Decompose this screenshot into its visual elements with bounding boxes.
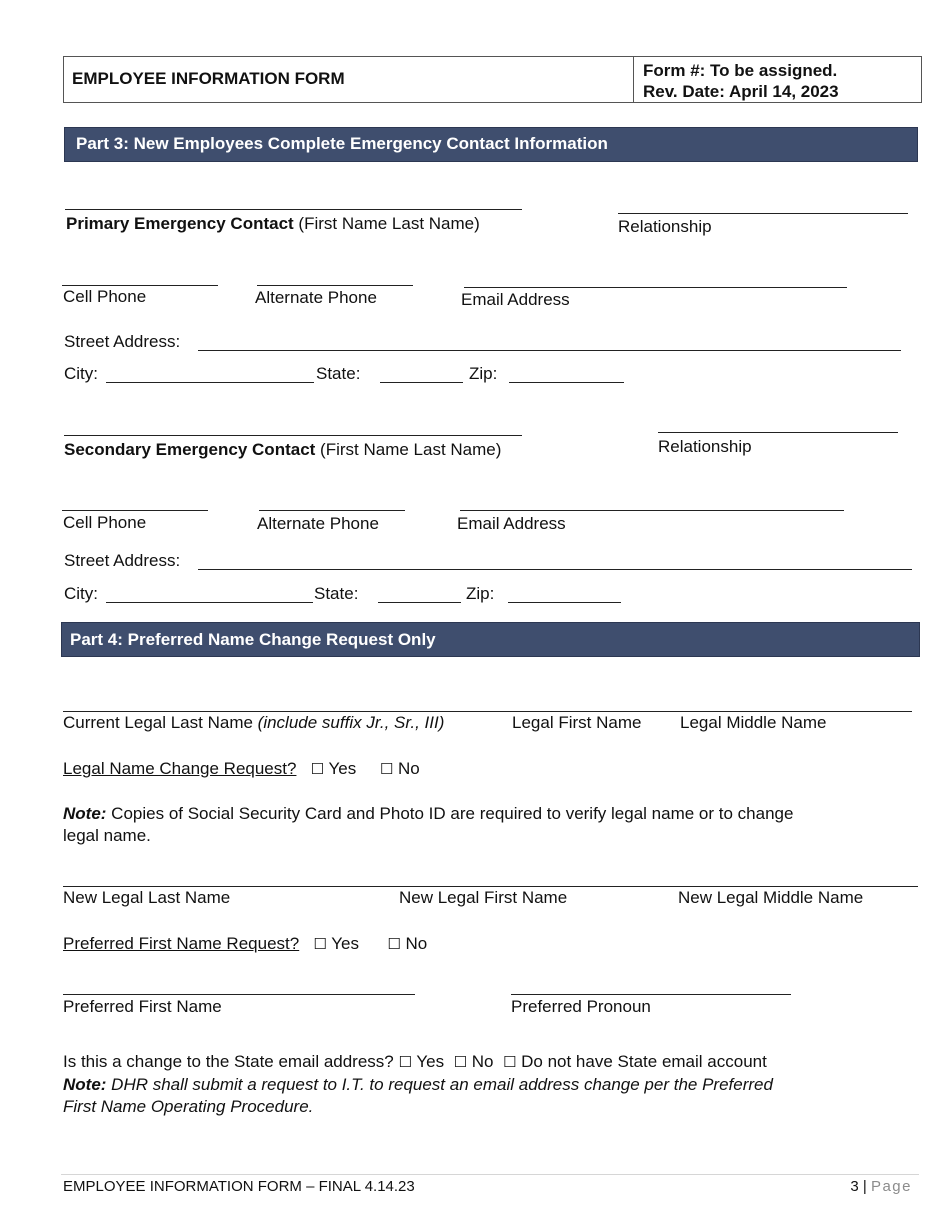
secondary-email-field[interactable] — [460, 510, 844, 511]
ssn-note-text: Copies of Social Security Card and Photo ID are required to verify legal name or to change — [106, 804, 794, 823]
email-change-yes-checkbox[interactable]: ☐ — [398, 1053, 412, 1071]
legal-middle-label: Legal Middle Name — [680, 713, 827, 732]
primary-cell-phone-field[interactable] — [62, 285, 218, 286]
preferred-request-yes-label: Yes — [331, 934, 359, 953]
primary-relationship-label: Relationship — [618, 217, 712, 236]
dhr-note-text: DHR shall submit a request to I.T. to request an email address change per the Preferred — [106, 1075, 773, 1094]
page-word: Page — [870, 1178, 912, 1195]
part4-heading — [61, 622, 920, 657]
primary-zip-label: Zip: — [469, 364, 498, 383]
primary-alt-phone-field[interactable] — [257, 285, 413, 286]
legal-first-label: Legal First Name — [512, 713, 642, 732]
legal-change-no-checkbox[interactable]: ☐ — [379, 760, 394, 778]
ssn-note-text-2: legal name. — [63, 826, 151, 845]
no-state-email-checkbox[interactable]: ☐ — [502, 1053, 517, 1071]
secondary-cell-phone-field[interactable] — [62, 510, 208, 511]
dhr-note — [63, 1074, 773, 1118]
footer-page — [850, 1178, 912, 1195]
secondary-zip-label: Zip: — [466, 584, 495, 603]
secondary-relationship-label: Relationship — [658, 437, 752, 456]
secondary-alt-phone-field[interactable] — [259, 510, 405, 511]
secondary-alt-phone-label: Alternate Phone — [257, 514, 379, 533]
primary-street-field[interactable] — [198, 350, 901, 351]
ssn-note — [63, 803, 793, 847]
page-separator: | — [858, 1178, 871, 1195]
primary-state-field[interactable] — [380, 382, 463, 383]
secondary-relationship-field[interactable] — [658, 432, 898, 433]
primary-city-field[interactable] — [106, 382, 314, 383]
legal-change-no-label: No — [398, 759, 420, 778]
current-legal-last-label: Current Legal Last Name (include suffix Jr., Sr., III) — [63, 713, 445, 732]
ssn-note-label: Note: — [63, 804, 107, 823]
secondary-cell-phone-label: Cell Phone — [63, 513, 147, 532]
page-number: 3 — [850, 1178, 859, 1195]
preferred-pronoun-label: Preferred Pronoun — [511, 997, 651, 1016]
footer-title: EMPLOYEE INFORMATION FORM – FINAL 4.14.23 — [63, 1178, 415, 1195]
dhr-note-label: Note: — [63, 1075, 107, 1094]
form-number: Form #: To be assigned. — [643, 61, 838, 80]
primary-contact-name-field[interactable] — [65, 209, 522, 210]
preferred-request-row — [63, 934, 427, 954]
primary-email-label: Email Address — [461, 290, 570, 309]
preferred-first-name-label: Preferred First Name — [63, 997, 222, 1016]
email-change-yes-label: Yes — [416, 1052, 445, 1071]
preferred-request-no-checkbox[interactable]: ☐ — [387, 935, 401, 953]
email-change-no-label: No — [471, 1052, 494, 1071]
primary-zip-field[interactable] — [509, 382, 624, 383]
primary-relationship-field[interactable] — [618, 213, 908, 214]
email-change-no-checkbox[interactable]: ☐ — [453, 1053, 468, 1071]
preferred-request-no-label: No — [405, 934, 428, 953]
legal-change-row — [63, 759, 420, 779]
secondary-state-field[interactable] — [378, 602, 461, 603]
current-legal-name-field[interactable] — [63, 711, 912, 712]
primary-email-field[interactable] — [464, 287, 847, 288]
new-legal-name-field[interactable] — [63, 886, 918, 887]
part3-heading — [64, 127, 918, 162]
header-divider — [633, 56, 634, 103]
form-meta — [643, 60, 839, 102]
primary-city-label: City: — [64, 364, 98, 383]
footer-rule — [61, 1174, 919, 1175]
primary-contact-label: Primary Emergency Contact (First Name Last Name) — [66, 214, 480, 233]
secondary-state-label: State: — [314, 584, 359, 603]
secondary-street-field[interactable] — [198, 569, 912, 570]
part3-heading-text: Part 3: New Employees Complete Emergency Contact Information — [76, 134, 608, 153]
secondary-contact-label: Secondary Emergency Contact (First Name Last Name) — [64, 440, 502, 459]
secondary-email-label: Email Address — [457, 514, 566, 533]
new-legal-middle-label: New Legal Middle Name — [678, 888, 864, 907]
rev-date: Rev. Date: April 14, 2023 — [643, 82, 839, 101]
part4-heading-text: Part 4: Preferred Name Change Request Only — [70, 630, 436, 649]
primary-street-label: Street Address: — [64, 332, 181, 351]
secondary-zip-field[interactable] — [508, 602, 621, 603]
preferred-request-yes-checkbox[interactable]: ☐ — [313, 935, 327, 953]
no-state-email-label: Do not have State email account — [521, 1052, 767, 1071]
form-title: EMPLOYEE INFORMATION FORM — [72, 69, 345, 88]
preferred-request-question: Preferred First Name Request? — [63, 934, 300, 953]
secondary-street-label: Street Address: — [64, 551, 181, 570]
secondary-city-field[interactable] — [106, 602, 313, 603]
legal-change-yes-label: Yes — [328, 759, 357, 778]
new-legal-last-label: New Legal Last Name — [63, 888, 231, 907]
secondary-contact-name-field[interactable] — [64, 435, 522, 436]
email-change-row — [63, 1052, 767, 1072]
legal-change-yes-checkbox[interactable]: ☐ — [310, 760, 325, 778]
primary-alt-phone-label: Alternate Phone — [255, 288, 377, 307]
primary-state-label: State: — [316, 364, 361, 383]
secondary-city-label: City: — [64, 584, 98, 603]
primary-cell-phone-label: Cell Phone — [63, 287, 147, 306]
new-legal-first-label: New Legal First Name — [399, 888, 568, 907]
dhr-note-text-2: First Name Operating Procedure. — [63, 1097, 314, 1116]
preferred-pronoun-field[interactable] — [511, 994, 791, 995]
legal-change-question: Legal Name Change Request? — [63, 759, 297, 778]
preferred-first-name-field[interactable] — [63, 994, 415, 995]
email-change-question: Is this a change to the State email address? — [63, 1052, 394, 1071]
